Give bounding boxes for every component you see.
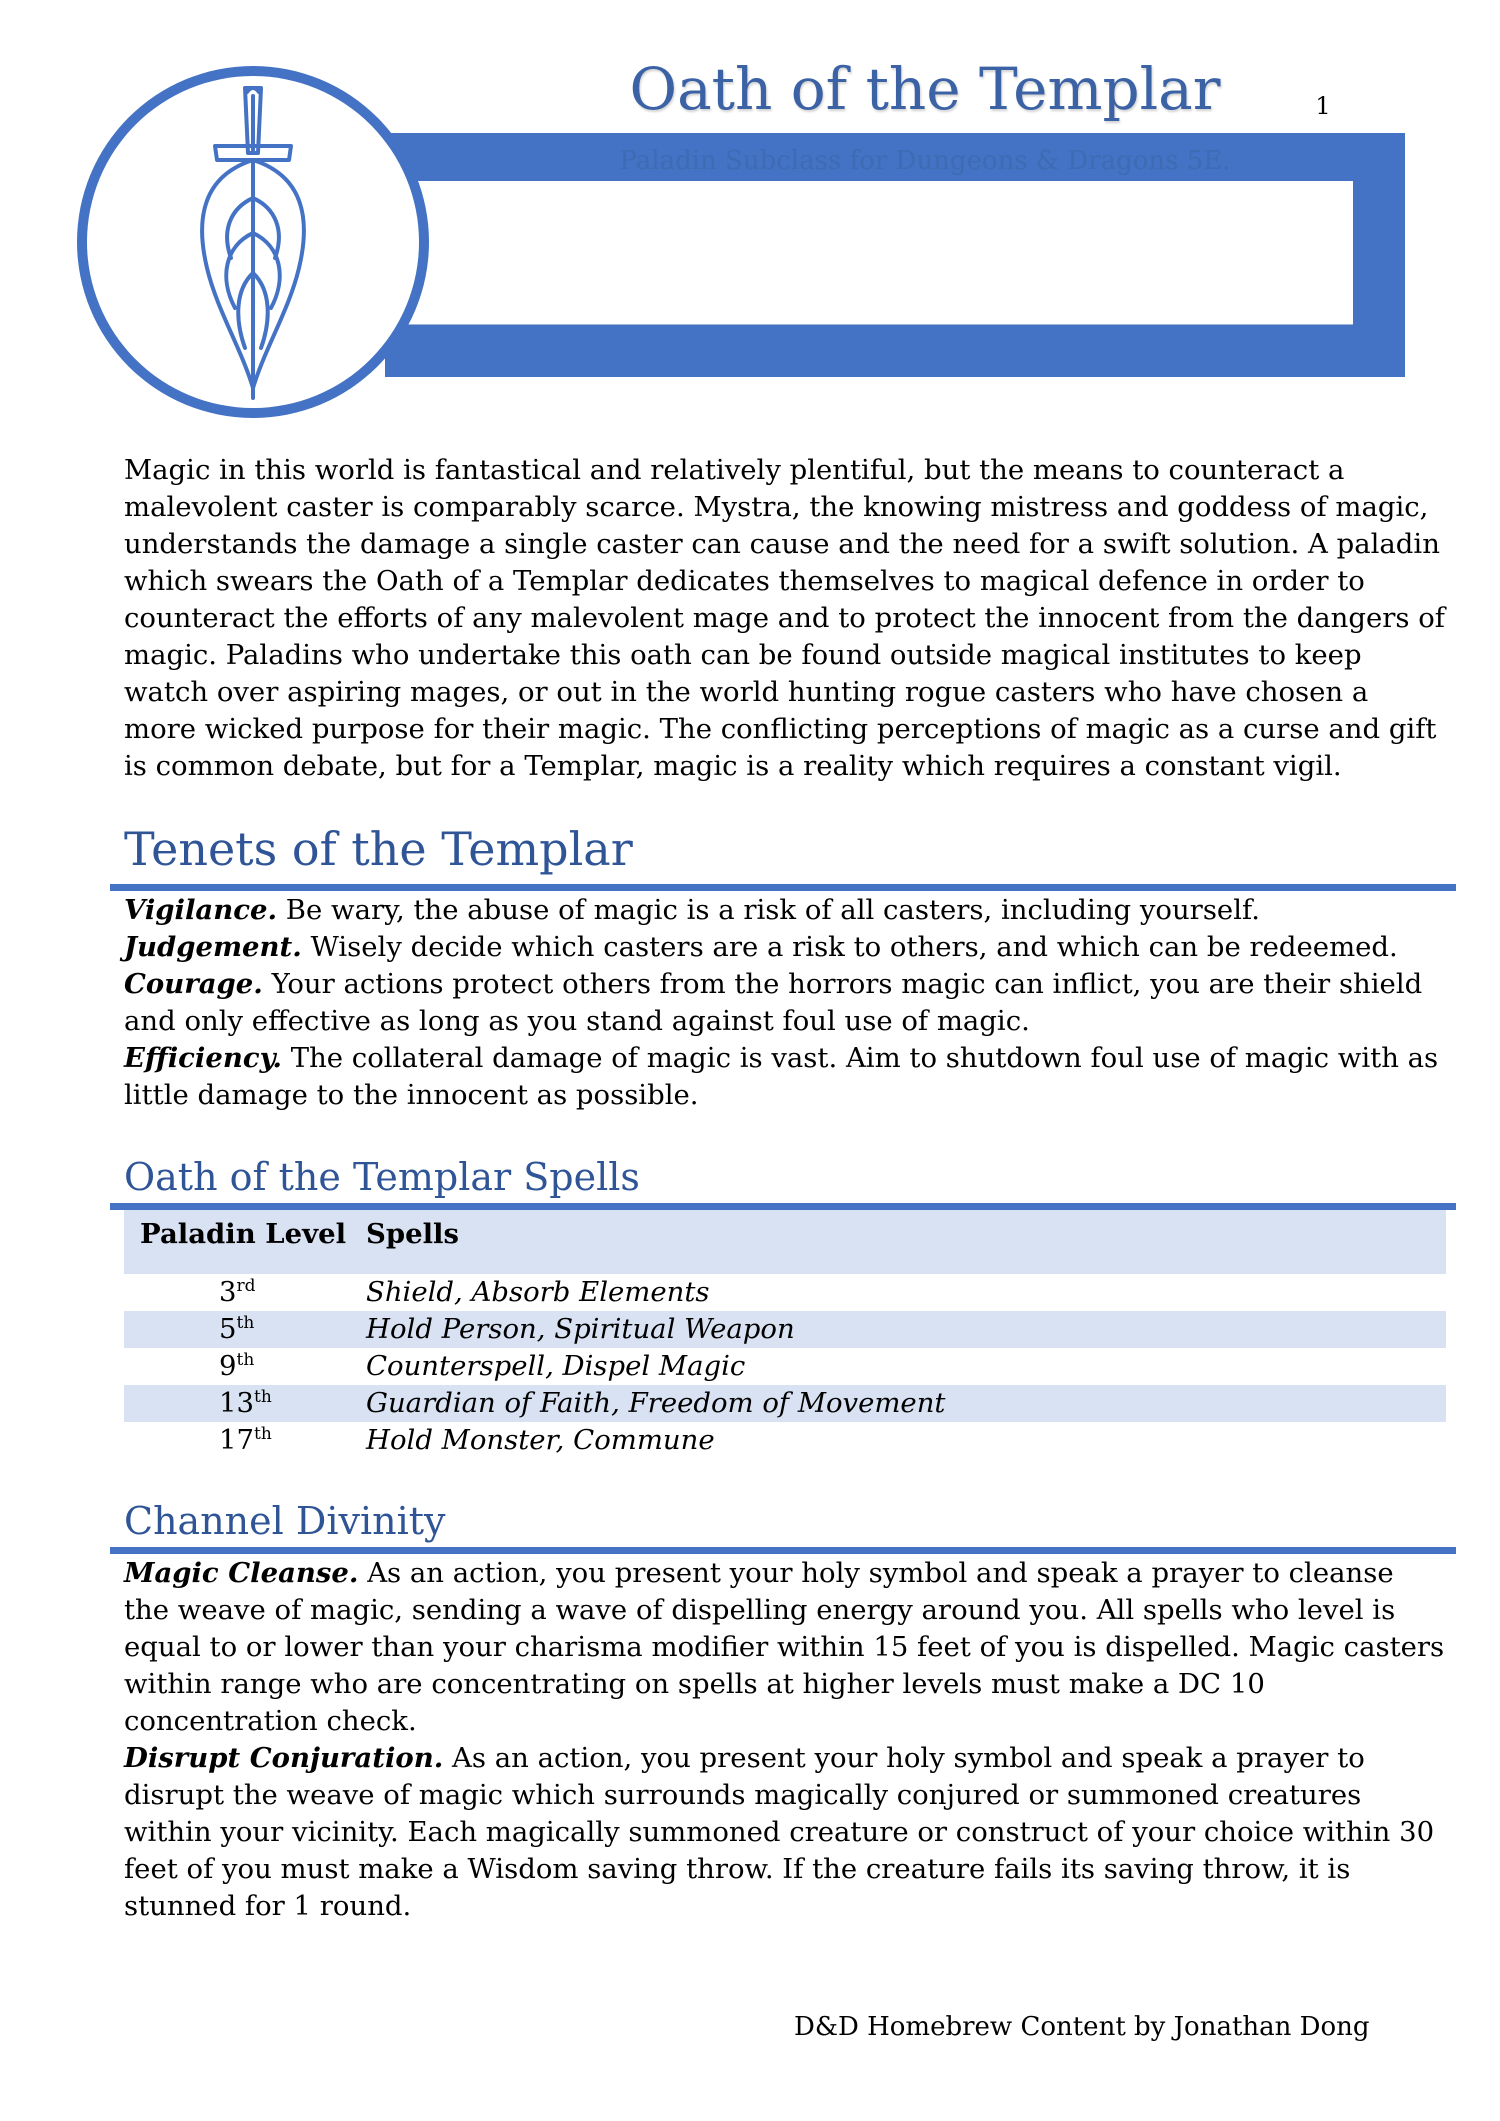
table-header-row: [124, 1210, 1446, 1274]
spells-cell: Hold Monster, Commune: [366, 1424, 715, 1456]
tenet-item: [124, 892, 1446, 929]
page-subtitle: Paladin Subclass for Dungeons & Dragons 5E.: [619, 146, 1231, 176]
level-cell: 5th: [219, 1313, 255, 1346]
tenet-term: Courage.: [124, 968, 263, 1000]
page-footer: D&D Homebrew Content by Jonathan Dong: [794, 2012, 1370, 2042]
spells-heading: Oath of the Templar Spells: [124, 1155, 640, 1199]
tenet-term: Judgement.: [124, 931, 302, 963]
table-row: [124, 1311, 1446, 1348]
channel-term: Disrupt Conjuration.: [124, 1742, 444, 1774]
channel-item: [124, 1740, 1446, 1925]
channel-text: As an action, you present your holy symbol and speak a prayer to disrupt the weave of magic which surrounds magically conjured or summoned creatures within your vicinity. Each magically summoned creature or construct of your choice within 30 feet of you must make a Wisdom saving throw. If the creature fails its saving throw, it is stunned for 1 round.: [124, 1742, 1435, 1922]
tenets-heading: Tenets of the Templar: [124, 822, 633, 876]
spells-cell: Shield, Absorb Elements: [366, 1276, 710, 1308]
tenet-item: [124, 929, 1446, 966]
channel-divinity-list: [124, 1555, 1446, 1925]
tenet-item: [124, 966, 1446, 1040]
level-cell: 13th: [219, 1387, 272, 1420]
tenet-item: [124, 1040, 1446, 1114]
tenets-list: [124, 892, 1446, 1114]
section-divider: [110, 1203, 1456, 1210]
sword-feather-emblem-icon: [75, 58, 431, 426]
intro-paragraph: Magic in this world is fantastical and relatively plentiful, but the means to counteract a malevolent caster is comparably scarce. Mystra, the knowing mistress and goddess of magic, understands the damage a single caster can cause and the need for a swift solution. A paladin which swears the Oath of a Templar dedicates themselves to magical defence in order to counteract the efforts of any malevolent mage and to protect the innocent from the dangers of magic. Paladins who undertake this oath can be found outside magical institutes to keep watch over aspiring mages, or out in the world hunting rogue casters who have chosen a more wicked purpose for their magic. The conflicting perceptions of magic as a curse and gift is common debate, but for a Templar, magic is a reality which requires a constant vigil.: [124, 454, 1445, 782]
table-row: [124, 1348, 1446, 1385]
tenet-text: Your actions protect others from the horrors magic can inflict, you are their shield and only effective as long as you stand against foul use of magic.: [124, 968, 1423, 1037]
tenet-term: Vigilance.: [124, 894, 278, 926]
column-header-level: Paladin Level: [140, 1218, 347, 1250]
column-header-spells: Spells: [366, 1218, 459, 1250]
title-banner-inner: [397, 181, 1353, 325]
spells-cell: Guardian of Faith, Freedom of Movement: [366, 1387, 946, 1419]
tenet-text: The collateral damage of magic is vast. Aim to shutdown foul use of magic with as little damage to the innocent as possible.: [124, 1042, 1439, 1111]
page-title: Oath of the Templar: [629, 55, 1221, 123]
section-divider: [110, 1547, 1456, 1554]
table-row: [124, 1274, 1446, 1311]
level-cell: 9th: [219, 1350, 255, 1383]
channel-text: As an action, you present your holy symbol and speak a prayer to cleanse the weave of magic, sending a wave of dispelling energy around you. All spells who level is equal to or lower than your charisma modifier within 15 feet of you is dispelled. Magic casters within range who are concentrating on spells at higher levels must make a DC 10 concentration check.: [124, 1557, 1445, 1737]
channel-item: [124, 1555, 1446, 1740]
spells-cell: Hold Person, Spiritual Weapon: [366, 1313, 795, 1345]
channel-divinity-heading: Channel Divinity: [124, 1499, 446, 1543]
tenet-text: Be wary, the abuse of magic is a risk of all casters, including yourself.: [277, 894, 1260, 926]
table-row: [124, 1385, 1446, 1422]
tenet-text: Wisely decide which casters are a risk to others, and which can be redeemed.: [301, 931, 1398, 963]
tenet-term: Efficiency.: [124, 1042, 282, 1074]
spells-cell: Counterspell, Dispel Magic: [366, 1350, 746, 1382]
section-divider: [110, 884, 1456, 891]
level-cell: 3rd: [219, 1276, 256, 1309]
page-number: 1: [1315, 92, 1331, 120]
table-row: [124, 1422, 1446, 1459]
level-cell: 17th: [219, 1424, 272, 1457]
spell-table: [124, 1210, 1446, 1459]
channel-term: Magic Cleanse.: [124, 1557, 359, 1589]
